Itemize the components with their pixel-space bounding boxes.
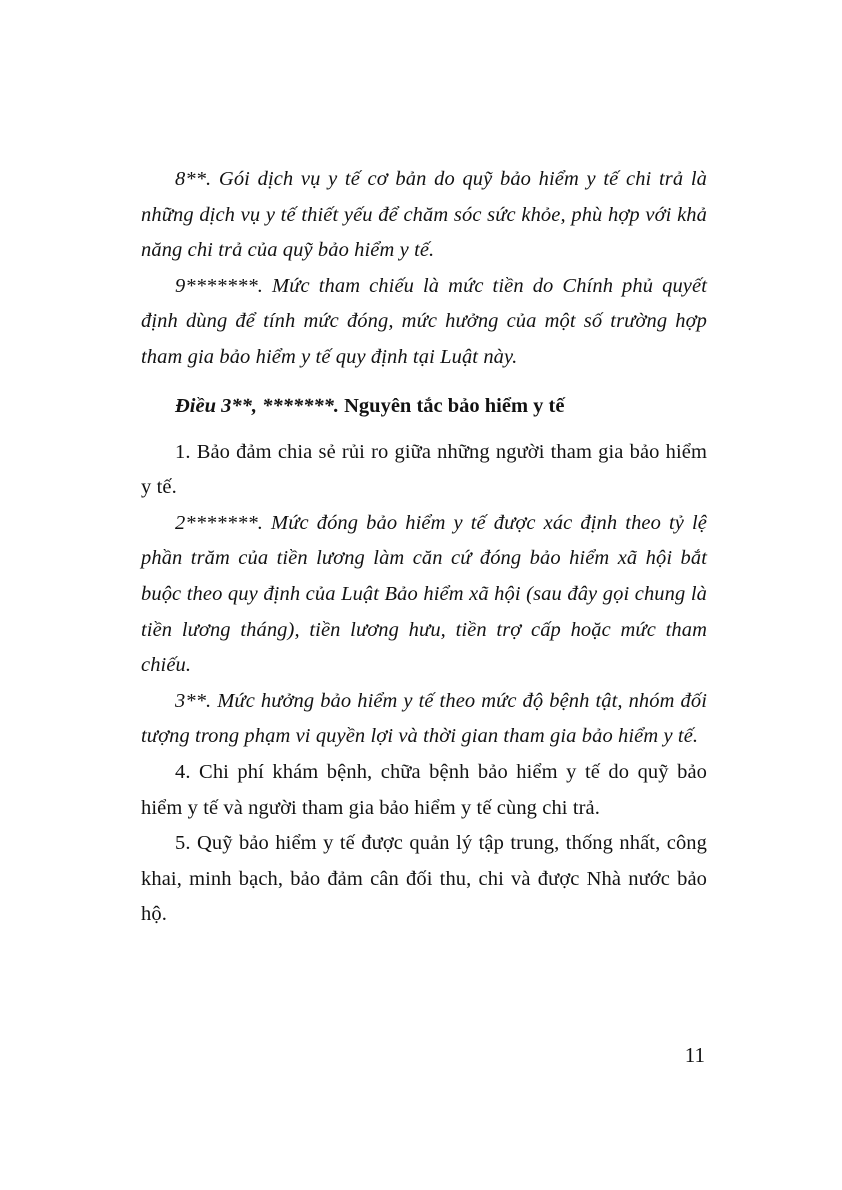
paragraph-clause-5: 5. Quỹ bảo hiểm y tế được quản lý tập trung, thống nhất, công khai, minh bạch, bảo đảm cân đối thu, chi và được Nhà nước bảo hộ. (141, 832, 707, 926)
article-heading (141, 389, 707, 424)
page-number: 11 (684, 1043, 705, 1067)
article-number: Điều 3**, *******. (175, 394, 339, 417)
paragraph-clause-3: 3**. Mức hưởng bảo hiểm y tế theo mức độ bệnh tật, nhóm đối tượng trong phạm vi quyền lợi và thời gian tham gia bảo hiểm y tế. (141, 689, 707, 748)
paragraph-definition-8: 8**. Gói dịch vụ y tế cơ bản do quỹ bảo hiểm y tế chi trả là những dịch vụ y tế thiết yếu để chăm sóc sức khỏe, phù hợp với khả năng chi trả của quỹ bảo hiểm y tế. (141, 168, 707, 262)
article-title: Nguyên tắc bảo hiểm y tế (339, 394, 565, 417)
paragraph-clause-2: 2*******. Mức đóng bảo hiểm y tế được xác định theo tỷ lệ phần trăm của tiền lương làm căn cứ đóng bảo hiểm xã hội bắt buộc theo quy định của Luật Bảo hiểm xã hội (sau đây gọi chung là tiền lương tháng), tiền lương hưu, tiền trợ cấp hoặc mức tham chiếu. (141, 511, 707, 677)
page-content (141, 162, 707, 933)
paragraph-definition-9: 9*******. Mức tham chiếu là mức tiền do Chính phủ quyết định dùng để tính mức đóng, mức hưởng của một số trường hợp tham gia bảo hiểm y tế quy định tại Luật này. (141, 274, 707, 368)
paragraph-clause-1: 1. Bảo đảm chia sẻ rủi ro giữa những người tham gia bảo hiểm y tế. (141, 440, 707, 499)
paragraph-clause-4: 4. Chi phí khám bệnh, chữa bệnh bảo hiểm y tế do quỹ bảo hiểm y tế và người tham gia bảo hiểm y tế cùng chi trả. (141, 760, 707, 819)
